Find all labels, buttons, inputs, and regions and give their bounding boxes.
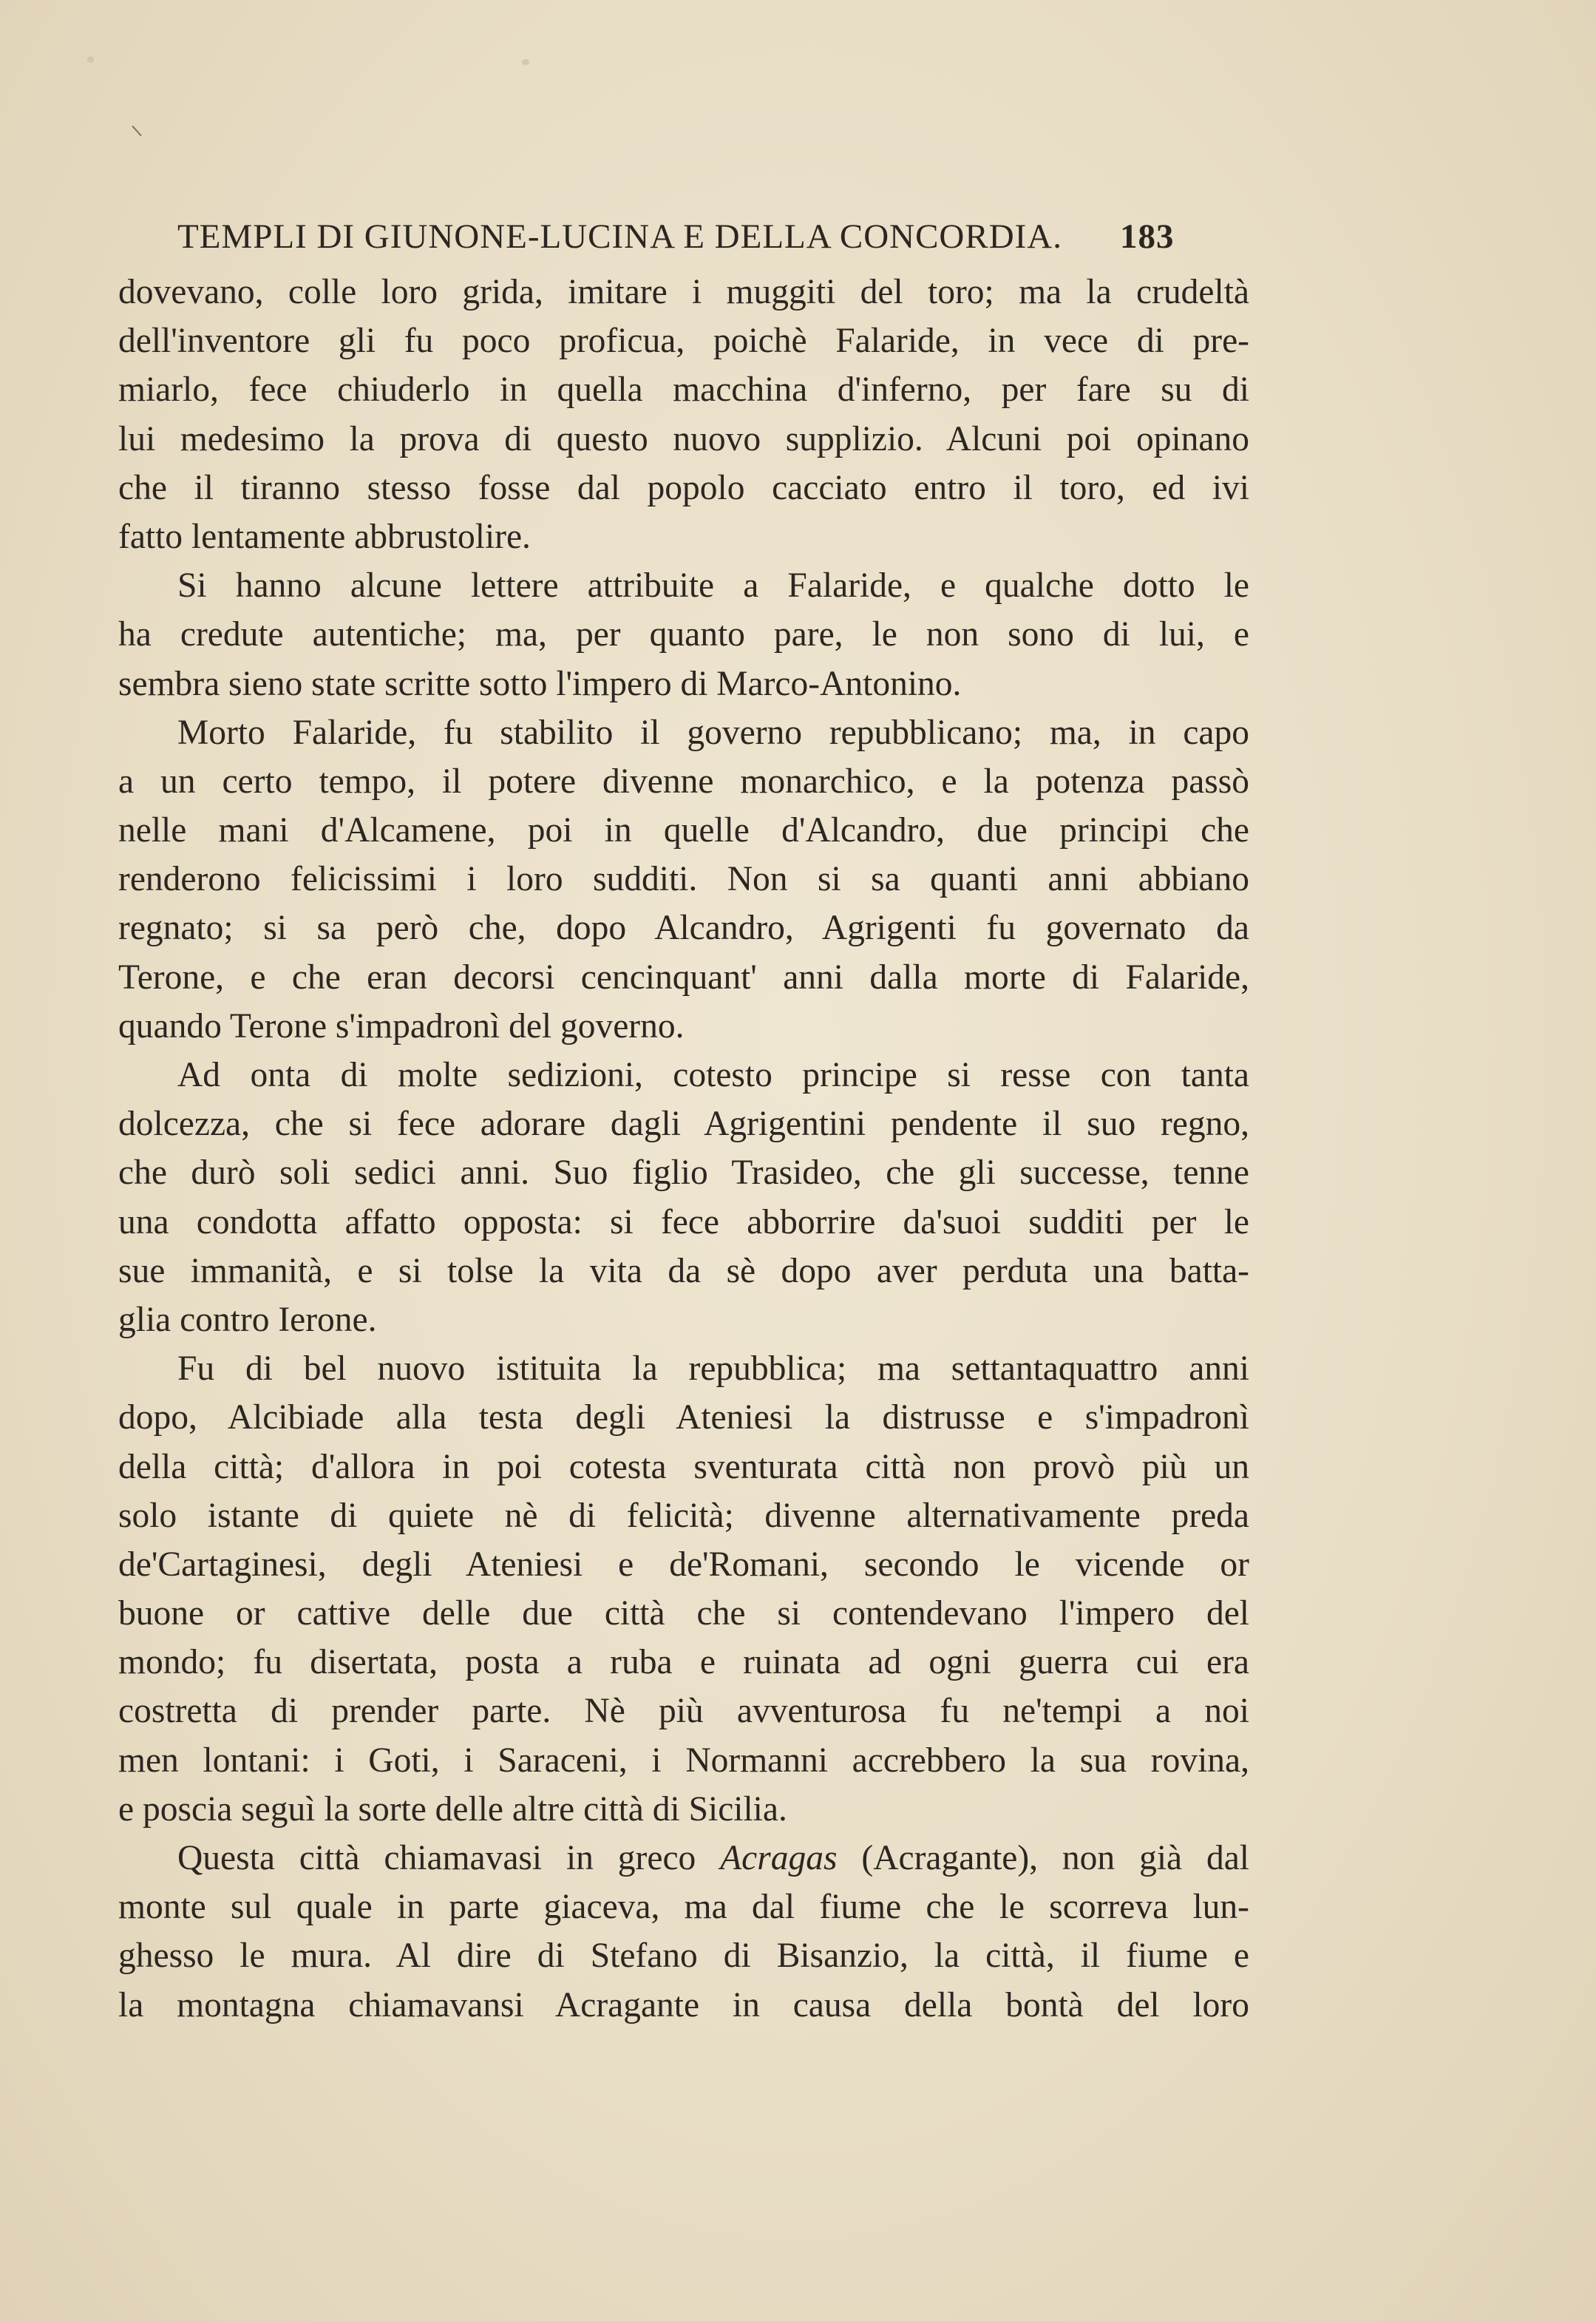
text-line: sembra sieno state scritte sotto l'impero di Marco-Antonino. bbox=[118, 664, 962, 703]
text-line: glia contro Ierone. bbox=[118, 1300, 377, 1339]
text-line: che durò soli sedici anni. Suo figlio Trasideo, che gli successe, tenne bbox=[118, 1153, 1249, 1193]
paragraph-start-line: Fu di bel nuovo istituita la repubblica; ma settantaquattro anni bbox=[177, 1349, 1249, 1389]
text-line: ghesso le mura. Al dire di Stefano di Bisanzio, la città, il fiume e bbox=[118, 1937, 1249, 1976]
text-line: ha credute autentiche; ma, per quanto pare, le non sono di lui, e bbox=[118, 615, 1249, 654]
text-line: dell'inventore gli fu poco proficua, poichè Falaride, in vece di pre- bbox=[118, 322, 1249, 361]
text-line: una condotta affatto opposta: si fece abborrire da'suoi sudditi per le bbox=[118, 1202, 1249, 1241]
paper-spot bbox=[522, 59, 529, 65]
text-line: e poscia seguì la sorte delle altre città di Sicilia. bbox=[118, 1789, 787, 1829]
paragraph-start-line: Si hanno alcune lettere attribuite a Falaride, e qualche dotto le bbox=[177, 566, 1249, 606]
text-line: dopo, Alcibiade alla testa degli Ateniesi la distrusse e s'impadronì bbox=[118, 1398, 1249, 1437]
text-line: la montagna chiamavansi Acragante in causa della bontà del loro bbox=[118, 1985, 1249, 2024]
body-text bbox=[118, 268, 1249, 2030]
text-segment: (Acragante), non già dal bbox=[861, 1839, 1250, 1877]
greek-name: Acragas bbox=[720, 1839, 838, 1877]
running-title: TEMPLI DI GIUNONE-LUCINA E DELLA CONCORDIA. bbox=[177, 217, 1063, 256]
text-line: fatto lentamente abbrustolire. bbox=[118, 517, 531, 556]
paragraph-start-line: Ad onta di molte sedizioni, cotesto principe si resse con tanta bbox=[177, 1056, 1249, 1094]
text-line: Terone, e che eran decorsi cencinquant' anni dalla morte di Falaride, bbox=[118, 958, 1249, 997]
text-line: renderono felicissimi i loro sudditi. Non si sa quanti anni abbiano bbox=[118, 860, 1249, 899]
text-segment: Questa città chiamavasi in greco bbox=[177, 1839, 696, 1877]
text-line: solo istante di quiete nè di felicità; divenne alternativamente preda bbox=[118, 1496, 1249, 1535]
text-line: mondo; fu disertata, posta a ruba e ruinata ad ogni guerra cui era bbox=[118, 1643, 1249, 1682]
text-line: buone or cattive delle due città che si contendevano l'impero del bbox=[118, 1594, 1249, 1633]
text-line: nelle mani d'Alcamene, poi in quelle d'Alcandro, due principi che bbox=[118, 811, 1249, 850]
text-line: men lontani: i Goti, i Saraceni, i Normanni accrebbero la sua rovina, bbox=[118, 1741, 1249, 1780]
text-line: miarlo, fece chiuderlo in quella macchina d'inferno, per fare su di bbox=[118, 370, 1249, 410]
running-header bbox=[177, 214, 1175, 259]
text-line: regnato; si sa però che, dopo Alcandro, Agrigenti fu governato da bbox=[118, 909, 1249, 948]
text-line: a un certo tempo, il potere divenne monarchico, e la potenza passò bbox=[118, 762, 1249, 801]
text-line: costretta di prender parte. Nè più avventurosa fu ne'tempi a noi bbox=[118, 1692, 1249, 1731]
text-line: della città; d'allora in poi cotesta sventurata città non provò più un bbox=[118, 1447, 1249, 1486]
stray-mark bbox=[132, 126, 142, 137]
paper-spot bbox=[87, 56, 94, 63]
page-number: 183 bbox=[1120, 217, 1175, 256]
text-line: che il tiranno stesso fosse dal popolo cacciato entro il toro, ed ivi bbox=[118, 468, 1249, 507]
text-line: dolcezza, che si fece adorare dagli Agrigentini pendente il suo regno, bbox=[118, 1105, 1249, 1144]
text-line: sue immanità, e si tolse la vita da sè dopo aver perduta una batta- bbox=[118, 1251, 1249, 1290]
paragraph-start-line: Morto Falaride, fu stabilito il governo repubblicano; ma, in capo bbox=[177, 713, 1249, 752]
text-line: dovevano, colle loro grida, imitare i muggiti del toro; ma la crudeltà bbox=[118, 273, 1249, 311]
paragraph-start-line bbox=[118, 1834, 1249, 1883]
text-line: monte sul quale in parte giaceva, ma dal fiume che le scorreva lun- bbox=[118, 1888, 1249, 1927]
text-line: quando Terone s'impadronì del governo. bbox=[118, 1006, 685, 1046]
text-line: de'Cartaginesi, degli Ateniesi e de'Romani, secondo le vicende or bbox=[118, 1545, 1249, 1584]
text-line: lui medesimo la prova di questo nuovo supplizio. Alcuni poi opinano bbox=[118, 419, 1249, 458]
